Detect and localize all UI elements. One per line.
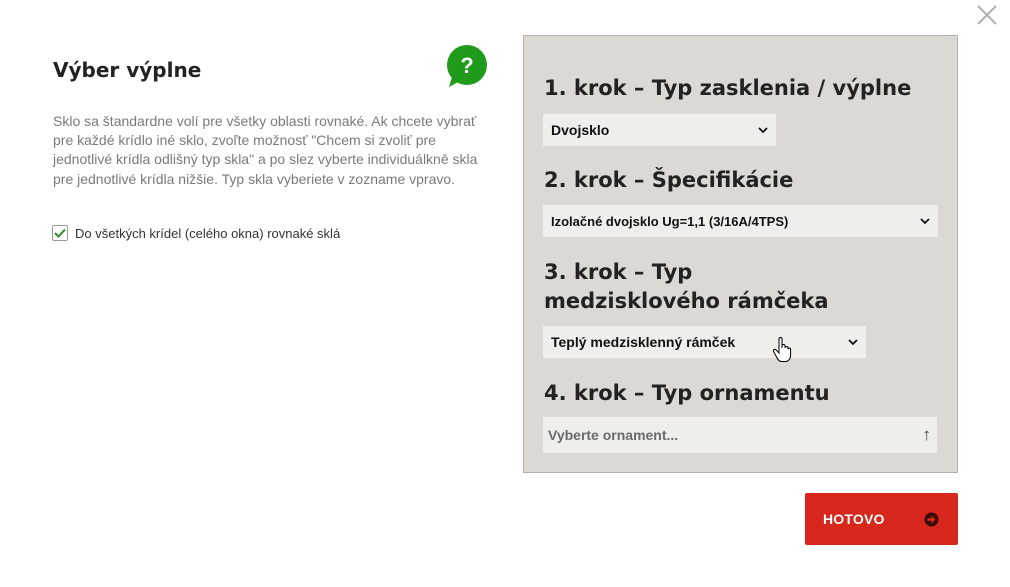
chevron-down-icon [848, 339, 858, 346]
arrow-right-circle-icon [924, 512, 939, 527]
same-glass-checkbox[interactable] [52, 225, 68, 241]
specification-select[interactable] [543, 205, 938, 237]
steps-panel [523, 35, 958, 473]
page-title: Výber výplne [53, 58, 202, 82]
done-button-label: HOTOVO [823, 511, 885, 527]
glazing-type-select[interactable] [543, 114, 776, 146]
close-button[interactable] [975, 3, 999, 27]
ornament-placeholder: Vyberte ornament... [548, 427, 679, 443]
close-icon[interactable] [975, 3, 999, 27]
done-button[interactable] [805, 493, 958, 545]
spacer-frame-value: Teplý medzisklenný rámček [551, 334, 736, 350]
hand-cursor-icon [772, 337, 792, 363]
sort-arrow-icon: ↑ [922, 425, 931, 444]
chevron-down-icon [758, 127, 768, 134]
specification-value: Izolačné dvojsklo Ug=1,1 (3/16A/4TPS) [551, 213, 789, 229]
same-glass-checkbox-row[interactable] [52, 225, 340, 241]
chevron-down-icon [920, 218, 930, 225]
glazing-type-value: Dvojsklo [551, 122, 610, 138]
step-4-heading: 4. krok – Typ ornamentu [544, 381, 830, 405]
step-1-heading: 1. krok – Typ zasklenia / výplne [544, 76, 912, 100]
ornament-input[interactable] [543, 417, 937, 453]
spacer-frame-select[interactable] [543, 326, 866, 358]
same-glass-checkbox-label: Do všetkých krídel (celého okna) rovnaké sklá [75, 225, 341, 241]
checkmark-icon [54, 228, 66, 238]
step-2-heading: 2. krok – Špecifikácie [544, 168, 794, 192]
description-text: Sklo sa štandardne volí pre všetky oblasti rovnaké. Ak chcete vybrať pre každé krídlo iné sklo, zvoľte možnosť "Chcem si zvoliť pre jednotlivé krídla odlišný typ skla" a po slez vyberte individuálknē skla pre jednotlivé krídla nižšie. Typ skla vyberiete v zozname vpravo. [53, 113, 478, 187]
step-3-heading: 3. krok – Typ medzisklového rámčeka [544, 260, 829, 313]
help-icon[interactable] [446, 45, 488, 88]
help-icon-label: ? [460, 53, 474, 78]
